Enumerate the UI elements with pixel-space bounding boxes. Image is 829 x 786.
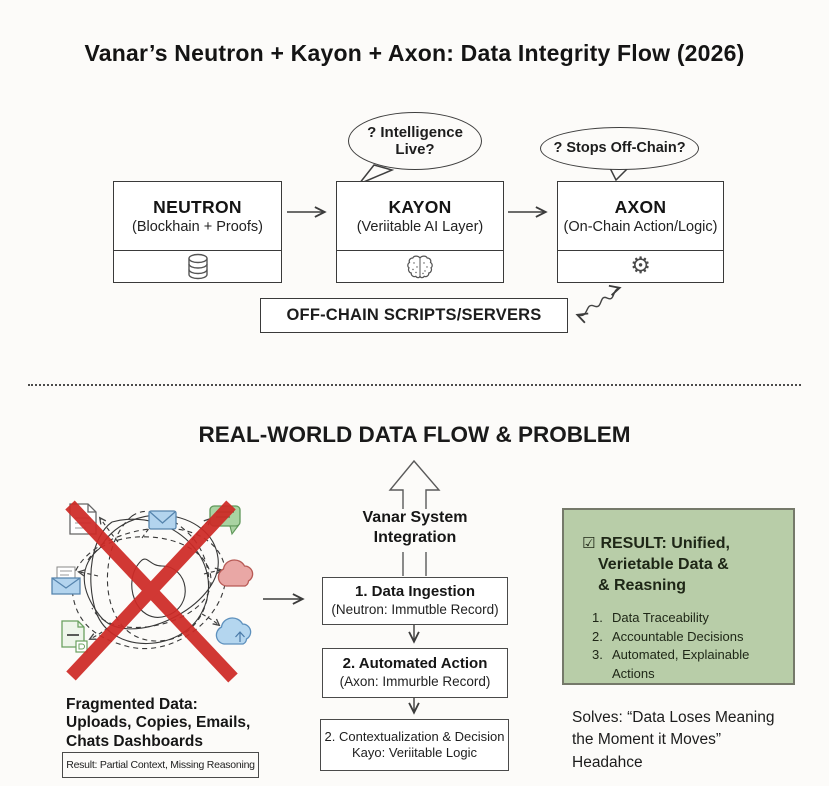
result-list-item <box>592 609 785 627</box>
file-icon <box>62 621 87 652</box>
step3-title: 2. Contextualization & Decision <box>324 729 505 745</box>
node-neutron-name: NEUTRON <box>153 197 242 217</box>
node-kayon <box>336 181 504 283</box>
node-kayon-name: KAYON <box>388 197 452 217</box>
result-list-item <box>592 646 785 683</box>
result-item3-text: Automated, Explainable Actions <box>612 647 750 681</box>
fragmented-line1: Fragmented Data: <box>66 696 198 713</box>
speech-bubble-offchain: ? Stops Off-Chain? <box>540 127 699 170</box>
node-kayon-label <box>337 182 503 251</box>
integration-arrow-shaft <box>403 552 426 576</box>
result-panel-heading <box>582 534 785 596</box>
pink-cloud-icon <box>218 560 252 586</box>
integration-up-arrow <box>390 461 439 509</box>
fragmented-data-caption <box>66 696 296 751</box>
node-axon-subtitle: (On-Chain Action/Logic) <box>563 219 718 235</box>
page-title: Vanar’s Neutron + Kayon + Axon: Data Integrity Flow (2026) <box>84 40 745 66</box>
step-box-contextualization <box>320 719 509 771</box>
fragmented-line3: Chats Dashboards <box>66 732 203 750</box>
step1-subtitle: (Neutron: Immutble Record) <box>331 602 499 618</box>
result-item2-number: 2. <box>592 628 603 644</box>
result-panel <box>562 508 795 685</box>
section-heading: REAL-WORLD DATA FLOW & PROBLEM <box>198 422 631 447</box>
step2-title: 2. Automated Action <box>342 655 488 673</box>
partial-context-note: Result: Partial Context, Missing Reasoning <box>62 752 259 778</box>
open-envelope-icon <box>52 567 80 594</box>
step-box-automated-action <box>322 648 508 698</box>
result-heading-text1: RESULT: Unified, <box>600 535 730 552</box>
offchain-box: OFF-CHAIN SCRIPTS/SERVERS <box>260 298 568 333</box>
step-box-data-ingestion <box>322 577 508 625</box>
integration-label: Vanar System Integration <box>362 509 468 546</box>
solves-caption <box>572 707 807 774</box>
node-neutron <box>113 181 282 283</box>
result-panel-list <box>582 609 785 683</box>
solves-line3: Headahce <box>572 753 643 771</box>
checked-checkbox-icon: ☑ <box>582 534 596 552</box>
section-divider <box>28 384 801 386</box>
gear-icon <box>558 251 723 282</box>
result-list-item <box>592 628 785 646</box>
node-kayon-subtitle: (Veriitable AI Layer) <box>356 219 484 235</box>
gear-glyph: ⚙ <box>630 253 651 279</box>
node-neutron-subtitle: (Blockhain + Proofs) <box>132 219 263 235</box>
step2-subtitle: (Axon: Immurble Record) <box>339 674 491 690</box>
step1-title: 1. Data Ingestion <box>354 583 476 601</box>
result-item1-text: Data Traceability <box>612 610 709 626</box>
step3-subtitle: Kayo: Veriitable Logic <box>351 745 478 760</box>
squiggle-arrow-offchain <box>578 288 619 316</box>
node-axon <box>557 181 724 283</box>
email-icon <box>149 511 176 529</box>
node-axon-label <box>558 182 723 251</box>
blue-cloud-icon <box>216 618 250 644</box>
solves-line2: the Moment it Moves” <box>572 731 722 749</box>
node-neutron-label <box>114 182 281 251</box>
result-item2-text: Accountable Decisions <box>612 628 744 644</box>
result-heading-line2: Verietable Data & <box>598 555 729 573</box>
solves-line1: Solves: “Data Loses Meaning <box>572 709 775 726</box>
result-heading-line3: & Reasning <box>598 576 687 594</box>
result-item3-number: 3. <box>592 647 603 663</box>
result-item1-number: 1. <box>592 610 603 626</box>
node-axon-name: AXON <box>614 197 667 217</box>
fragmented-line2: Uploads, Copies, Emails, <box>66 714 251 732</box>
speech-bubble-intelligence: ? Intelligence Live? <box>348 112 482 170</box>
database-icon <box>114 251 281 282</box>
result-heading-line1 <box>582 534 785 555</box>
brain-icon <box>337 251 503 282</box>
